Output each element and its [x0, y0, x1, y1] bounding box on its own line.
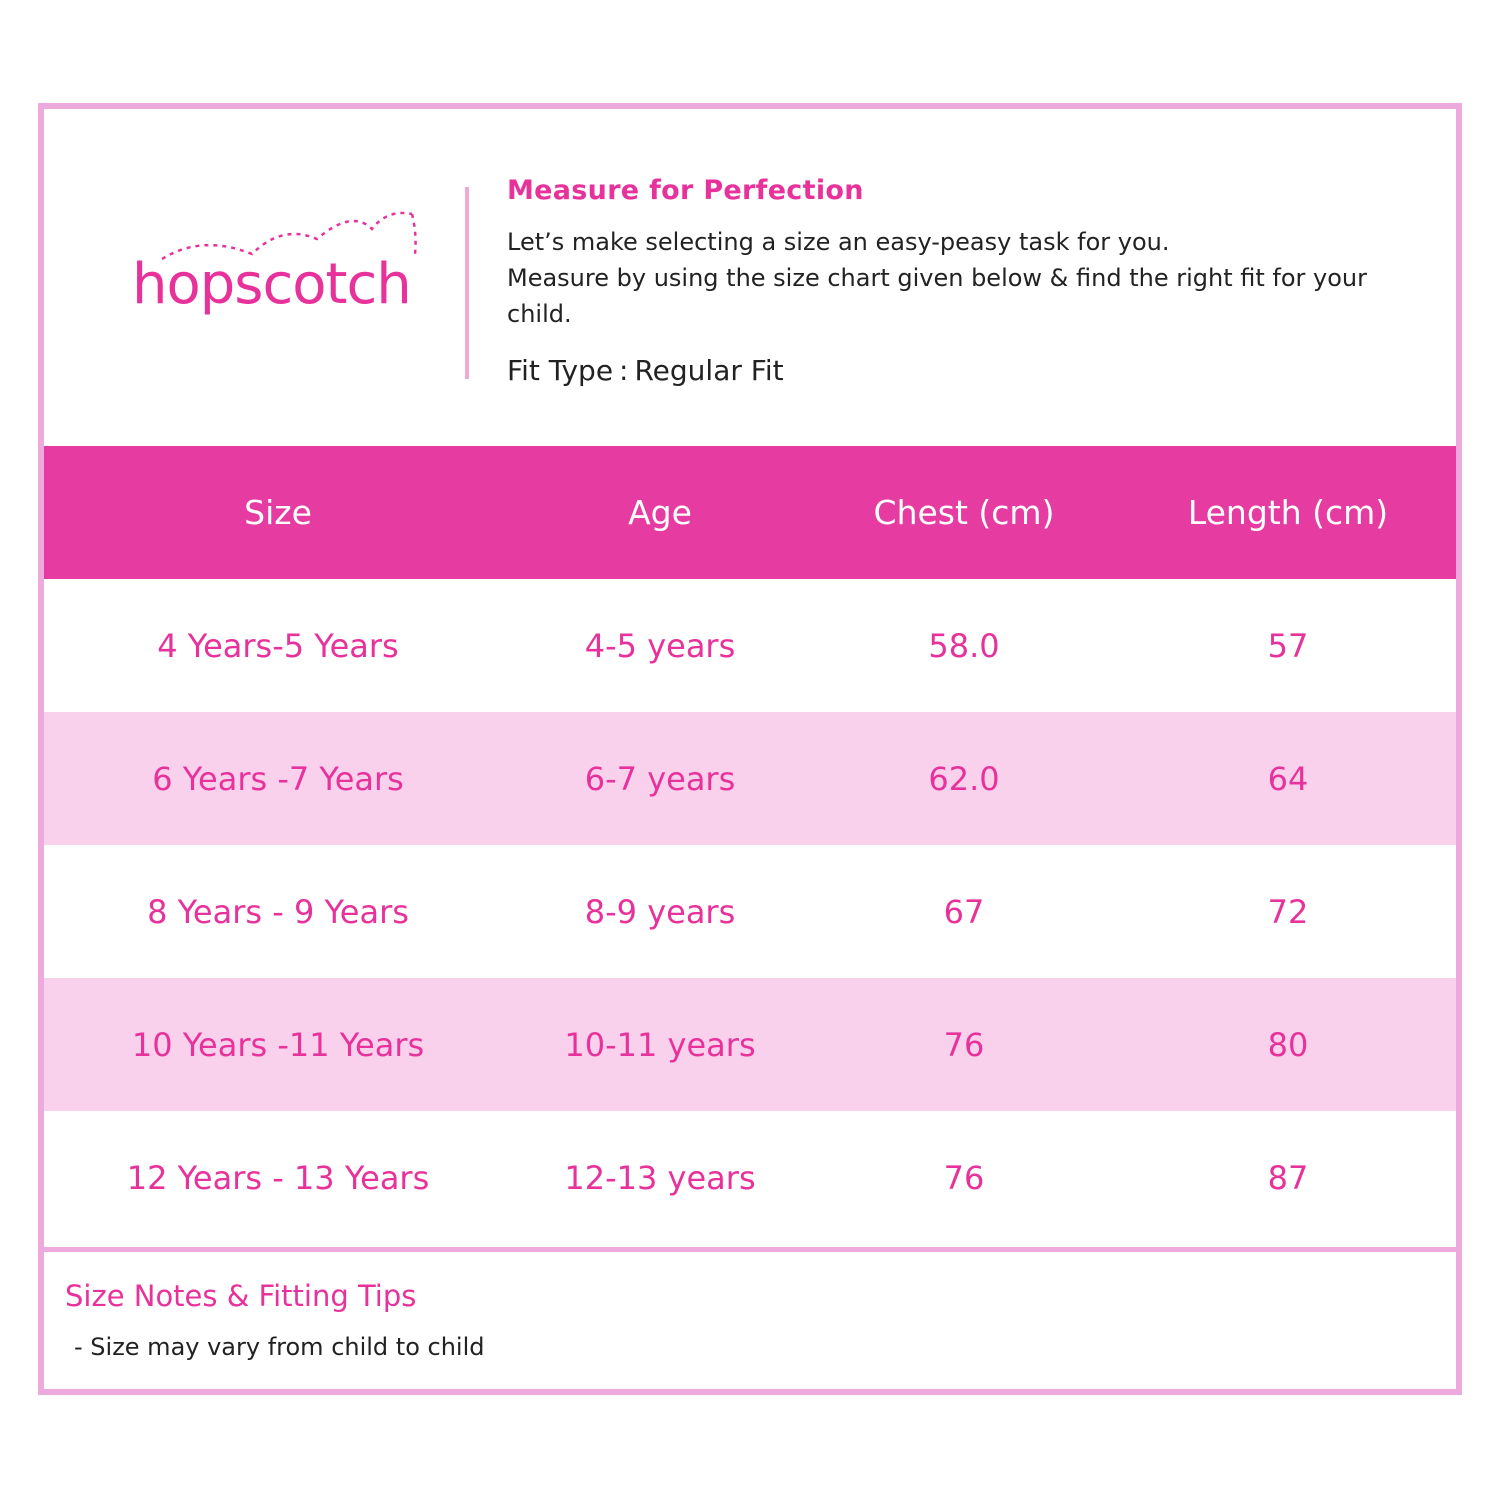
intro-title: Measure for Perfection	[507, 175, 864, 206]
cell-length: 87	[1267, 1158, 1309, 1197]
cell-length: 80	[1267, 1025, 1309, 1064]
intro-line-2: Measure by using the size chart given below & find the right fit for your child.	[507, 264, 1367, 328]
logo-wordmark: hopscotch	[132, 252, 411, 317]
fit-type-value: Regular Fit	[634, 354, 784, 387]
notes-title: Size Notes & Fitting Tips	[65, 1279, 417, 1313]
table-row	[44, 579, 1456, 712]
cell-chest: 58.0	[928, 626, 1000, 665]
cell-length: 57	[1267, 626, 1309, 665]
cell-size: 8 Years - 9 Years	[147, 892, 409, 931]
size-chart-card	[38, 103, 1462, 1395]
header-size: Size	[244, 493, 312, 532]
header-divider	[465, 187, 469, 379]
table-row	[44, 845, 1456, 978]
cell-age: 6-7 years	[584, 759, 736, 798]
notes-divider	[44, 1247, 1456, 1252]
cell-age: 4-5 years	[584, 626, 736, 665]
cell-chest: 62.0	[928, 759, 1000, 798]
cell-chest: 76	[943, 1025, 985, 1064]
table-row	[44, 1111, 1456, 1244]
fit-type-label: Fit Type	[507, 354, 614, 387]
table-row	[44, 712, 1456, 845]
cell-length: 72	[1267, 892, 1309, 931]
cell-chest: 67	[943, 892, 985, 931]
cell-size: 10 Years -11 Years	[131, 1025, 425, 1064]
cell-size: 4 Years-5 Years	[157, 626, 399, 665]
cell-size: 12 Years - 13 Years	[126, 1158, 430, 1197]
header-chest: Chest (cm)	[873, 493, 1055, 532]
header-length: Length (cm)	[1187, 493, 1389, 532]
intro-block	[507, 175, 1407, 387]
cell-age: 12-13 years	[564, 1158, 756, 1197]
notes-item: - Size may vary from child to child	[74, 1333, 485, 1361]
cell-chest: 76	[943, 1158, 985, 1197]
table-header-row	[44, 446, 1456, 579]
intro-line-1: Let’s make selecting a size an easy-peasy task for you.	[507, 228, 1170, 256]
cell-age: 10-11 years	[564, 1025, 756, 1064]
cell-length: 64	[1267, 759, 1309, 798]
size-table	[44, 446, 1456, 1244]
cell-size: 6 Years -7 Years	[152, 759, 404, 798]
cell-age: 8-9 years	[584, 892, 736, 931]
hopscotch-logo	[132, 204, 422, 334]
table-row	[44, 978, 1456, 1111]
header-age: Age	[628, 493, 692, 532]
fit-type: Fit Type : Regular Fit	[507, 354, 784, 387]
